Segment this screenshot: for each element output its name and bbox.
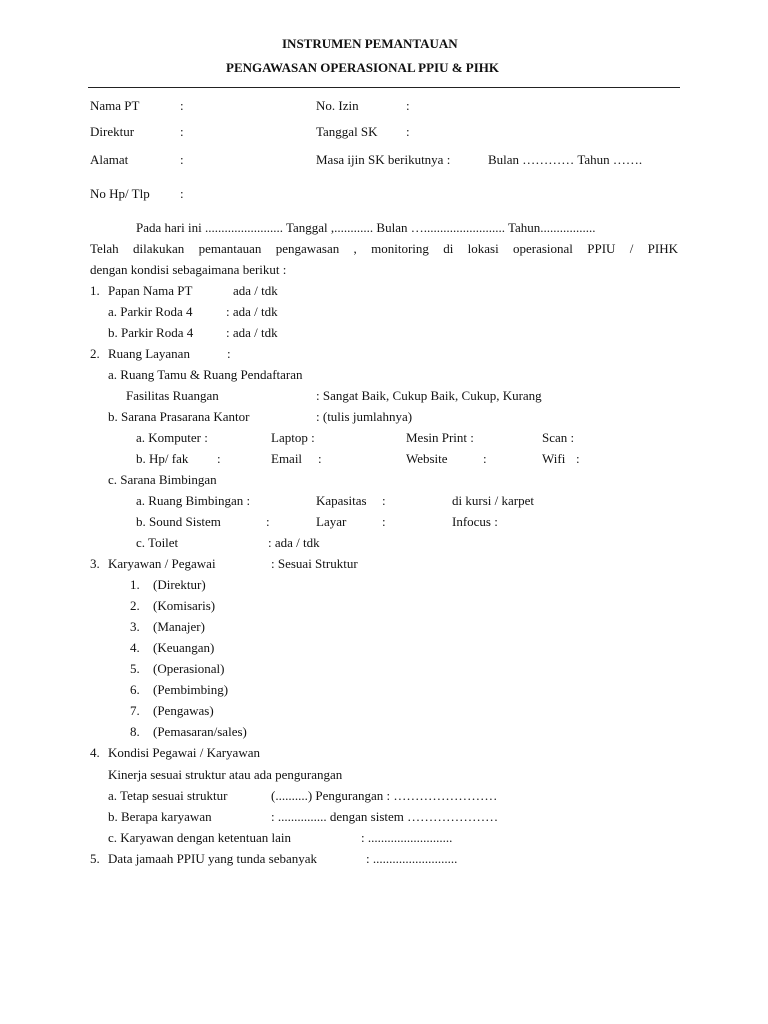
section-2b-label: b. Sarana Prasarana Kantor: [108, 409, 250, 424]
colon: :: [227, 346, 231, 361]
colon: :: [318, 451, 322, 466]
label-alamat: Alamat: [90, 152, 129, 167]
title-divider: [88, 87, 680, 88]
section-1-number: 1.: [90, 283, 100, 298]
section-1b-value: : ada / tdk: [226, 325, 278, 340]
wifi-label: Wifi: [542, 451, 566, 466]
intro-line-2: Telah dilakukan pemantauan pengawasan , monitoring di lokasi operasional PPIU / PIHK: [90, 241, 678, 256]
staff-item-label: (Pembimbing): [153, 682, 229, 697]
staff-item-number: 3.: [130, 619, 140, 634]
section-4c-label: c. Karyawan dengan ketentuan lain: [108, 830, 292, 845]
colon: :: [266, 514, 270, 529]
section-4b-label: b. Berapa karyawan: [108, 809, 212, 824]
section-4a-value: (..........) Pengurangan : ……………………: [271, 788, 498, 803]
hp-fak-label: b. Hp/ fak: [136, 451, 189, 466]
staff-item-label: (Keuangan): [153, 640, 215, 655]
label-tanggal-sk: Tanggal SK: [316, 124, 378, 139]
website-label: Website: [406, 451, 448, 466]
section-4-number: 4.: [90, 745, 100, 760]
staff-item-label: (Pemasaran/sales): [153, 724, 247, 739]
fasilitas-label: Fasilitas Ruangan: [126, 388, 219, 403]
staff-item-number: 8.: [130, 724, 140, 739]
toilet-label: c. Toilet: [136, 535, 179, 550]
toilet-value: : ada / tdk: [268, 535, 320, 550]
colon: :: [406, 98, 410, 113]
section-4c-value: : ..........................: [361, 830, 453, 845]
kursi-karpet-label: di kursi / karpet: [452, 493, 534, 508]
doc-title-line1: INSTRUMEN PEMANTAUAN: [282, 36, 458, 51]
colon: :: [382, 493, 386, 508]
colon: :: [406, 124, 410, 139]
section-5-number: 5.: [90, 851, 100, 866]
colon: :: [382, 514, 386, 529]
label-direktur: Direktur: [90, 124, 135, 139]
section-1-label: Papan Nama PT: [108, 283, 193, 298]
staff-item-number: 7.: [130, 703, 140, 718]
staff-item-number: 2.: [130, 598, 140, 613]
label-bulan-tahun: Bulan ………… Tahun …….: [488, 152, 643, 167]
intro-line-3: dengan kondisi sebagaimana berikut :: [90, 262, 287, 277]
section-1a-value: : ada / tdk: [226, 304, 278, 319]
section-1a-label: a. Parkir Roda 4: [108, 304, 193, 319]
ruang-bimbingan-label: a. Ruang Bimbingan :: [136, 493, 251, 508]
staff-item-label: (Operasional): [153, 661, 225, 676]
colon: :: [576, 451, 580, 466]
staff-item-label: (Pengawas): [153, 703, 214, 718]
staff-item-number: 1.: [130, 577, 140, 592]
layar-label: Layar: [316, 514, 347, 529]
staff-item-label: (Komisaris): [153, 598, 216, 613]
section-1b-label: b. Parkir Roda 4: [108, 325, 194, 340]
section-4a-label: a. Tetap sesuai struktur: [108, 788, 228, 803]
intro-line-1: Pada hari ini ........................ Tanggal ,............ Bulan …......................... Tahun.................: [136, 220, 596, 235]
laptop-label: Laptop :: [271, 430, 315, 445]
section-4b-value: : ............... dengan sistem …………………: [271, 809, 499, 824]
staff-item-label: (Manajer): [153, 619, 205, 634]
section-2-label: Ruang Layanan: [108, 346, 190, 361]
colon: :: [180, 98, 184, 113]
staff-item-number: 5.: [130, 661, 140, 676]
section-3-label: Karyawan / Pegawai: [108, 556, 216, 571]
sound-sistem-label: b. Sound Sistem: [136, 514, 221, 529]
email-label: Email: [271, 451, 303, 466]
doc-title-line2: PENGAWASAN OPERASIONAL PPIU & PIHK: [226, 60, 500, 75]
scan-label: Scan :: [542, 430, 575, 445]
label-no-izin: No. Izin: [316, 98, 359, 113]
staff-item-label: (Direktur): [153, 577, 206, 592]
label-masa-ijin: Masa ijin SK berikutnya :: [316, 152, 451, 167]
section-2-number: 2.: [90, 346, 100, 361]
label-nama-pt: Nama PT: [90, 98, 140, 113]
colon: :: [217, 451, 221, 466]
staff-item-number: 6.: [130, 682, 140, 697]
section-2b-value: : (tulis jumlahnya): [316, 409, 413, 424]
section-4-subtitle: Kinerja sesuai struktur atau ada pengurangan: [108, 767, 343, 782]
label-no-hp: No Hp/ Tlp: [90, 186, 150, 201]
section-4-label: Kondisi Pegawai / Karyawan: [108, 745, 260, 760]
section-3-number: 3.: [90, 556, 100, 571]
colon: :: [180, 124, 184, 139]
section-1-value: ada / tdk: [233, 283, 278, 298]
mesin-print-label: Mesin Print :: [406, 430, 474, 445]
colon: :: [180, 186, 184, 201]
section-5-label: Data jamaah PPIU yang tunda sebanyak: [108, 851, 318, 866]
section-3-value: : Sesuai Struktur: [271, 556, 358, 571]
komputer-label: a. Komputer :: [136, 430, 208, 445]
infocus-label: Infocus :: [452, 514, 498, 529]
staff-item-number: 4.: [130, 640, 140, 655]
colon: :: [483, 451, 487, 466]
section-5-value: : ..........................: [366, 851, 458, 866]
colon: :: [180, 152, 184, 167]
section-2a-label: a. Ruang Tamu & Ruang Pendaftaran: [108, 367, 303, 382]
section-2c-label: c. Sarana Bimbingan: [108, 472, 217, 487]
fasilitas-value: : Sangat Baik, Cukup Baik, Cukup, Kurang: [316, 388, 542, 403]
kapasitas-label: Kapasitas: [316, 493, 367, 508]
